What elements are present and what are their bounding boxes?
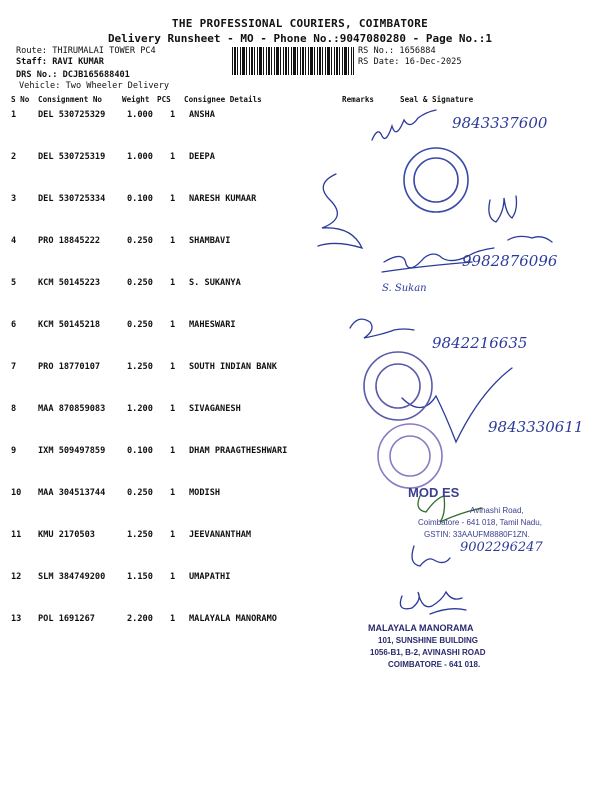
row-weight: 1.250 — [127, 530, 153, 540]
row-pcs: 1 — [170, 404, 176, 414]
row-pcs: 1 — [170, 530, 176, 540]
stamp-mm-line-3: 1056-B1, B-2, AVINASHI ROAD — [370, 648, 486, 657]
stamp-circle-row-9-inner — [390, 436, 430, 476]
row-sno: 1 — [11, 110, 17, 120]
row-weight: 0.250 — [127, 320, 153, 330]
row-sno: 13 — [11, 614, 22, 624]
signature-row-1 — [372, 110, 436, 140]
col-weight: Weight — [122, 95, 150, 104]
row-pcs: 1 — [170, 320, 176, 330]
stamp-circle-row-7 — [364, 352, 432, 420]
row-consignee: DHAM PRAAGTHESHWARI — [189, 446, 288, 456]
row-weight: 0.250 — [127, 278, 153, 288]
row-sno: 5 — [11, 278, 17, 288]
vehicle-label: Vehicle: — [19, 81, 61, 91]
row-consignment: PRO 18845222 — [38, 236, 101, 246]
signature-row-3-tail — [508, 236, 552, 242]
row-sno: 3 — [11, 194, 17, 204]
document-title: THE PROFESSIONAL COURIERS, COIMBATORE — [171, 17, 429, 30]
col-sno: S No — [11, 95, 30, 104]
row-pcs: 1 — [170, 614, 176, 624]
row-consignment: POL 1691267 — [38, 614, 95, 624]
row-consignment: IXM 509497859 — [38, 446, 106, 456]
col-remarks: Remarks — [342, 95, 375, 104]
handwritten-phone-row-11: 9002296247 — [460, 540, 543, 555]
col-pcs: PCS — [157, 95, 171, 104]
route-value: THIRUMALAI TOWER PC4 — [52, 46, 156, 56]
row-pcs: 1 — [170, 194, 176, 204]
signature-row-4-underline — [382, 262, 472, 272]
signature-row-12 — [400, 592, 462, 609]
stamp-mm-line-1: MALAYALA MANORAMA — [368, 623, 474, 633]
stamp-circle-row-7-inner — [376, 364, 420, 408]
row-consignee: NARESH KUMAAR — [189, 194, 257, 204]
document-subtitle: Delivery Runsheet - MO - Phone No.:9047080280 - Page No.:1 — [107, 32, 493, 45]
row-consignment: DEL 530725334 — [38, 194, 106, 204]
row-consignment: KCM 50145223 — [38, 278, 101, 288]
row-weight: 1.150 — [127, 572, 153, 582]
stamp-modi-line-1: Avinashi Road, — [470, 506, 524, 515]
row-weight: 0.250 — [127, 236, 153, 246]
row-pcs: 1 — [170, 278, 176, 288]
col-seal: Seal & Signature — [400, 95, 474, 104]
handwritten-phone-row-8: 9843330611 — [488, 418, 584, 436]
staff-value: RAVI KUMAR — [52, 57, 104, 67]
row-consignee: ANSHA — [189, 110, 215, 120]
row-consignment: KMU 2170503 — [38, 530, 95, 540]
row-consignment: DEL 530725319 — [38, 152, 106, 162]
row-consignment: SLM 384749200 — [38, 572, 106, 582]
row-pcs: 1 — [170, 152, 176, 162]
row-consignee: SIVAGANESH — [189, 404, 241, 414]
handwritten-phone-row-6: 9842216635 — [432, 334, 528, 352]
stamp-modi-line-3: GSTIN: 33AAUFM8880F1ZN. — [424, 530, 530, 539]
row-sno: 9 — [11, 446, 17, 456]
drs-value: DCJB165688401 — [62, 70, 130, 80]
row-weight: 0.250 — [127, 488, 153, 498]
vehicle-value: Two Wheeler Delivery — [65, 81, 170, 91]
row-consignee: S. SUKANYA — [189, 278, 241, 288]
drs-label: DRS No.: — [16, 70, 58, 80]
stamp-mm-line-2: 101, SUNSHINE BUILDING — [378, 636, 479, 645]
stamp-modi-title: MOD ES — [408, 485, 460, 500]
row-pcs: 1 — [170, 362, 176, 372]
rs-date-label: RS Date: — [358, 57, 400, 67]
row-pcs: 1 — [170, 572, 176, 582]
row-consignment: DEL 530725329 — [38, 110, 106, 120]
row-pcs: 1 — [170, 236, 176, 246]
row-weight: 1.250 — [127, 362, 153, 372]
row-weight: 0.100 — [127, 194, 153, 204]
rs-no-label: RS No.: — [358, 46, 395, 56]
row-sno: 7 — [11, 362, 17, 372]
row-consignee: MODISH — [189, 488, 221, 498]
row-weight: 1.200 — [127, 404, 153, 414]
row-consignment: MAA 304513744 — [38, 488, 106, 498]
handwritten-phone-row-1: 9843337600 — [452, 114, 548, 132]
row-consignment: KCM 50145218 — [38, 320, 101, 330]
col-consignment: Consignment No — [38, 95, 103, 104]
row-consignee: UMAPATHI — [189, 572, 231, 582]
staff-label: Staff: — [16, 57, 48, 67]
signature-row-3-hook — [318, 174, 362, 248]
row-consignee: SHAMBAVI — [189, 236, 231, 246]
row-pcs: 1 — [170, 488, 176, 498]
row-consignee: MALAYALA MANORAMO — [189, 614, 277, 624]
signature-row-6 — [350, 319, 414, 338]
signature-row-11 — [412, 546, 450, 566]
row-consignee: DEEPA — [189, 152, 215, 162]
row-sno: 6 — [11, 320, 17, 330]
handwritten-name-row-5: S. Sukan — [382, 283, 427, 294]
stamp-modi-line-2: Coimbatore - 641 018, Tamil Nadu, — [418, 518, 542, 527]
row-pcs: 1 — [170, 110, 176, 120]
signature-row-12-tail — [430, 609, 466, 614]
row-consignee: SOUTH INDIAN BANK — [189, 362, 277, 372]
row-sno: 2 — [11, 152, 17, 162]
rs-date-value: 16-Dec-2025 — [404, 57, 462, 67]
row-sno: 12 — [11, 572, 22, 582]
col-consignee: Consignee Details — [184, 95, 262, 104]
row-weight: 2.200 — [127, 614, 153, 624]
row-weight: 1.000 — [127, 152, 153, 162]
row-consignee: JEEVANANTHAM — [189, 530, 252, 540]
row-consignee: MAHESWARI — [189, 320, 236, 330]
stamp-circle-row-2-inner — [414, 158, 458, 202]
row-consignment: MAA 870859083 — [38, 404, 106, 414]
row-consignment: PRO 18770107 — [38, 362, 101, 372]
rs-no-value: 1656884 — [399, 46, 436, 56]
stamp-mm-line-4: COIMBATORE - 641 018. — [388, 660, 481, 669]
row-sno: 8 — [11, 404, 17, 414]
row-sno: 11 — [11, 530, 22, 540]
route-label: Route: — [16, 46, 48, 56]
row-sno: 10 — [11, 488, 22, 498]
handwritten-phone-row-4: 9982876096 — [462, 252, 558, 270]
row-pcs: 1 — [170, 446, 176, 456]
row-weight: 1.000 — [127, 110, 153, 120]
row-weight: 0.100 — [127, 446, 153, 456]
stamp-circle-row-9 — [378, 424, 442, 488]
signature-row-3 — [489, 196, 517, 222]
row-sno: 4 — [11, 236, 17, 246]
